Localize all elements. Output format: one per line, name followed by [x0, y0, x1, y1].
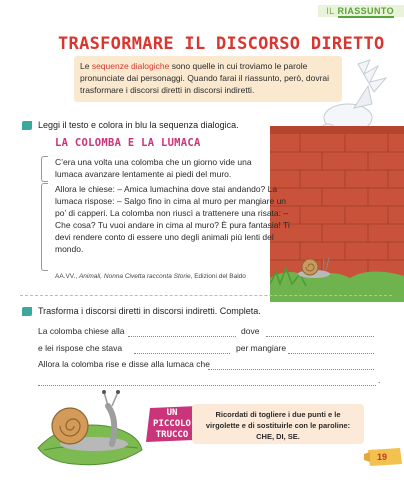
exercise-line-3-text: Allora la colomba rise e disse alla lumaca che	[38, 359, 210, 369]
exercise-blank-2b[interactable]	[288, 344, 374, 354]
intro-text-pre: Le	[80, 61, 92, 71]
source-title: Animali, Nonna Civetta racconta Storie	[78, 273, 191, 280]
tip-badge: UN PICCOLO TRUCCO	[153, 408, 191, 440]
exercise-blank-3[interactable]	[208, 360, 374, 370]
snail-on-leaf-illustration	[34, 384, 144, 468]
instruction-bullet-icon	[22, 121, 32, 130]
tip-line-1: Ricordati di togliere i due punti e le	[215, 410, 341, 419]
exercise-line-2-text-b: per mangiare	[236, 343, 287, 353]
page-number: 19	[376, 452, 387, 462]
intro-text-post: sono quelle in cui troviamo le parole pronunciate dai personaggi. Quando farai il riassunto, però, dovrai trasformare i discorsi diretti in discorsi indiretti.	[80, 61, 330, 95]
section-tag	[318, 0, 404, 22]
exercise-blank-1b[interactable]	[266, 327, 374, 337]
exercise-end-dot: .	[378, 375, 381, 385]
exercise-line-2-text-a: e lei rispose che stava	[38, 343, 123, 353]
instruction-bullet-icon	[22, 307, 32, 316]
exercise-line-1-text-a: La colomba chiese alla	[38, 326, 125, 336]
exercise-blank-1a[interactable]	[128, 327, 236, 337]
tip-line-3: CHE, DI, SE.	[256, 432, 300, 441]
source-authors: AA.VV.,	[55, 273, 79, 280]
story-paragraph-2: Allora le chiese: – Amica lumachina dove stai andando? La lumaca rispose: – Salgo fino in cima al muro per mangiare un po’ di capperi. La colomba non riuscì a trattenere una risata: – Che cosa? Tu vuoi andare in cima al muro? È pura fantasia! Ti devi rendere conto di essere uno degli animali più lenti del mondo.	[55, 184, 290, 254]
instruction-1: Leggi il testo e colora in blu la sequenza dialogica.	[38, 120, 239, 130]
section-tag-label: RIASSUNTO	[337, 6, 394, 16]
page-title: TRASFORMARE IL DISCORSO DIRETTO	[58, 34, 385, 54]
section-tag-prefix: IL	[326, 6, 335, 16]
story-title: LA COLOMBA E LA LUMACA	[55, 137, 201, 149]
story-paragraph-1: C’era una volta una colomba che un giorno vide una lumaca avanzare lentamente ai piedi del muro.	[55, 157, 252, 179]
exercise-line-1-text-b: dove	[241, 326, 260, 336]
tip-line-2: virgolette e di sostituirle con le paroline:	[205, 421, 351, 430]
exercise-blank-2a[interactable]	[134, 344, 230, 354]
instruction-2: Trasforma i discorsi diretti in discorsi indiretti. Completa.	[38, 306, 261, 316]
section-divider	[20, 295, 392, 296]
paragraph-bracket-2	[41, 183, 48, 271]
source-publisher: , Edizioni del Baldo	[190, 273, 246, 280]
tip-box	[192, 404, 364, 444]
story-source	[55, 273, 246, 280]
intro-highlight: sequenze dialogiche	[91, 61, 170, 71]
snail-small-illustration	[294, 252, 334, 280]
intro-box	[74, 56, 342, 102]
paragraph-bracket-1	[41, 156, 48, 182]
